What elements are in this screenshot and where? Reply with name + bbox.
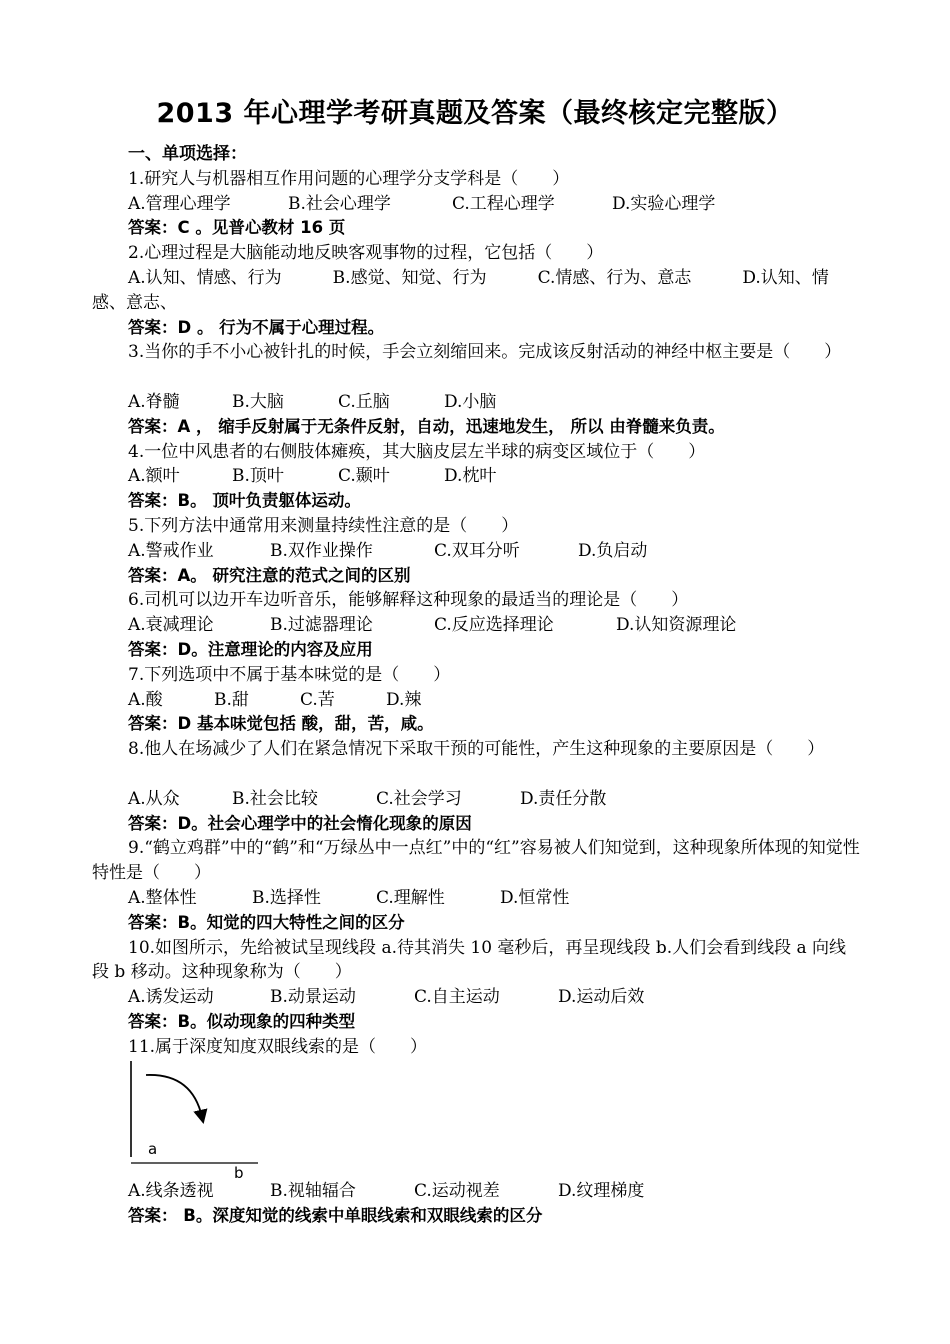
option-b: B.社会心理学 bbox=[288, 193, 391, 214]
option-b: B.社会比较 bbox=[232, 788, 318, 809]
option-d: D.负启动 bbox=[578, 540, 648, 561]
answer-8: 答案：D。社会心理学中的社会惰化现象的原因 bbox=[128, 813, 472, 833]
option-d: D.恒常性 bbox=[500, 887, 570, 908]
question-stem-5: 5.下列方法中通常用来测量持续性注意的是（ ） bbox=[128, 515, 519, 536]
question-options-1 bbox=[92, 192, 860, 217]
motion-figure bbox=[92, 1059, 860, 1183]
option-d: D.责任分散 bbox=[520, 788, 607, 809]
answer-9: 答案：B。知觉的四大特性之间的区分 bbox=[128, 912, 405, 932]
motion-arrow-icon bbox=[146, 1075, 202, 1117]
question-options-8 bbox=[92, 787, 860, 812]
label-a: a bbox=[148, 1140, 158, 1159]
question-options-4 bbox=[92, 464, 860, 489]
question-options-9 bbox=[92, 886, 860, 911]
question-stem-2: 2.心理过程是大脑能动地反映客观事物的过程，它包括（ ） bbox=[128, 243, 604, 264]
option-c: C.自主运动 bbox=[414, 987, 500, 1008]
question-stem-10: 10.如图所示，先给被试呈现线段 a.待其消失 10 毫秒后，再呈现线段 b.人们会看到线段 a 向线段 b 移动。这种现象称为（ ） bbox=[92, 937, 847, 983]
option-b: B.动景运动 bbox=[270, 987, 356, 1008]
option-c: C.理解性 bbox=[376, 887, 445, 908]
question-stem-4: 4.一位中风患者的右侧肢体瘫痪，其大脑皮层左半球的病变区域位于（ ） bbox=[128, 441, 706, 462]
question-stem-7: 7.下列选项中不属于基本味觉的是（ ） bbox=[128, 664, 451, 685]
document-title: 2013 年心理学考研真题及答案（最终核定完整版） bbox=[156, 98, 794, 129]
option-d: D.实验心理学 bbox=[612, 193, 716, 214]
question-options-6 bbox=[92, 613, 860, 638]
section-heading: 一、单项选择： bbox=[128, 144, 247, 164]
option-c: C.运动视差 bbox=[414, 1181, 500, 1202]
option-b: B.视轴辐合 bbox=[270, 1181, 356, 1202]
option-c: C.工程心理学 bbox=[452, 193, 555, 214]
option-a: A.脊髓 bbox=[128, 391, 180, 412]
option-c: C.社会学习 bbox=[376, 788, 462, 809]
question-options-2: A.认知、情感、行为 B.感觉、知觉、行为 C.情感、行为、意志 D.认知、情感、意志、 bbox=[92, 267, 829, 313]
question-options-10 bbox=[92, 985, 860, 1010]
question-stem-6: 6.司机可以边开车边听音乐，能够解释这种现象的最适当的理论是（ ） bbox=[128, 590, 689, 611]
option-b: B.大脑 bbox=[232, 391, 284, 412]
option-a: A.额叶 bbox=[128, 466, 180, 487]
answer-1: 答案：C 。见普心教材 16 页 bbox=[128, 218, 346, 238]
option-a: A.管理心理学 bbox=[128, 193, 231, 214]
option-a: A.衰减理论 bbox=[128, 615, 214, 636]
question-options-7 bbox=[92, 688, 860, 713]
option-a: A.线条透视 bbox=[128, 1181, 214, 1202]
question-stem-3: 3.当你的手不小心被针扎的时候，手会立刻缩回来。完成该反射活动的神经中枢主要是（ ） bbox=[128, 342, 842, 363]
option-b: B.顶叶 bbox=[232, 466, 284, 487]
option-a: A.酸 bbox=[128, 689, 163, 710]
option-b: B.过滤器理论 bbox=[270, 615, 373, 636]
option-c: C.苦 bbox=[300, 689, 335, 710]
question-stem-11: 11.属于深度知度双眼线索的是（ ） bbox=[128, 1036, 428, 1057]
option-c: C.丘脑 bbox=[338, 391, 390, 412]
question-options-5 bbox=[92, 539, 860, 564]
option-d: D.认知资源理论 bbox=[616, 615, 737, 636]
option-a: A.整体性 bbox=[128, 887, 197, 908]
option-d: D.小脑 bbox=[444, 391, 497, 412]
option-d: D.运动后效 bbox=[558, 987, 645, 1008]
option-a: A.从众 bbox=[128, 788, 180, 809]
question-stem-8: 8.他人在场减少了人们在紧急情况下采取干预的可能性，产生这种现象的主要原因是（ ） bbox=[128, 739, 825, 760]
answer-2: 答案：D 。 行为不属于心理过程。 bbox=[128, 317, 385, 337]
option-b: B.甜 bbox=[214, 689, 249, 710]
question-options-3 bbox=[92, 390, 860, 415]
option-a: A.诱发运动 bbox=[128, 987, 214, 1008]
label-b: b bbox=[234, 1164, 244, 1183]
option-b: B.选择性 bbox=[252, 887, 321, 908]
option-b: B.双作业操作 bbox=[270, 540, 373, 561]
answer-5: 答案：A。 研究注意的范式之间的区别 bbox=[128, 565, 411, 585]
question-stem-1: 1.研究人与机器相互作用问题的心理学分支学科是（ ） bbox=[128, 168, 570, 189]
question-stem-9: 9.“鹤立鸡群”中的“鹤”和“万绿丛中一点红”中的“红”容易被人们知觉到，这种现象所体现的知觉性特性是（ ） bbox=[92, 838, 860, 884]
option-a: A.警戒作业 bbox=[128, 540, 214, 561]
answer-7: 答案：D 基本味觉包括 酸，甜，苦，咸。 bbox=[128, 714, 434, 734]
question-list bbox=[92, 142, 860, 1229]
answer-10: 答案：B。似动现象的四种类型 bbox=[128, 1011, 356, 1031]
option-c: C.颞叶 bbox=[338, 466, 390, 487]
option-c: C.反应选择理论 bbox=[434, 615, 554, 636]
answer-11: 答案： B。深度知觉的线索中单眼线索和双眼线索的区分 bbox=[128, 1206, 543, 1226]
answer-6: 答案：D。注意理论的内容及应用 bbox=[128, 639, 373, 659]
answer-3: 答案：A ， 缩手反射属于无条件反射，自动，迅速地发生， 所以 由脊髓来负责。 bbox=[128, 416, 725, 436]
option-d: D.枕叶 bbox=[444, 466, 497, 487]
option-d: D.纹理梯度 bbox=[558, 1181, 645, 1202]
question-options-11 bbox=[92, 1179, 860, 1204]
answer-4: 答案：B。 顶叶负责躯体运动。 bbox=[128, 491, 361, 511]
option-c: C.双耳分听 bbox=[434, 540, 520, 561]
option-d: D.辣 bbox=[386, 689, 422, 710]
